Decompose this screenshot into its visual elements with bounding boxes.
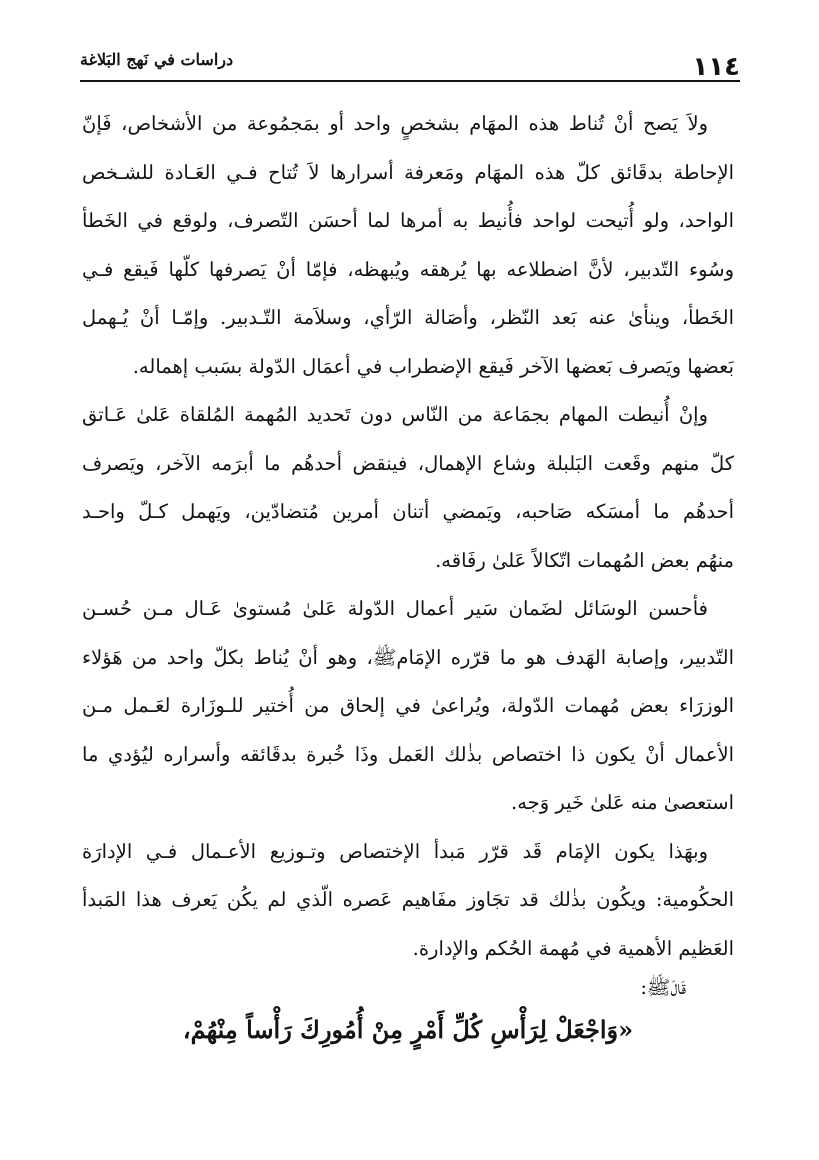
text-line: العَظيم الأهمية في مُهمة الحُكم والإدارة. bbox=[412, 936, 734, 960]
text-line: أحدهُم ما أمسَكه صَاحبه، ويَمضي أتنان أمرين مُتضادّين، ويَهمل كـلّ واحـد bbox=[82, 500, 734, 523]
text-line: الإحاطة بدقَائق كلّ هذه المهَام ومَعرفة أسرارها لاَ تُتاح فـي العَـادة للشـخص bbox=[82, 160, 734, 184]
text-line: التّدبير، وإصابة الهَدف هو ما قرّره الإمَامﷺ، وهو أنْ يُناط بكلّ واحد من هَؤلاء bbox=[82, 645, 734, 669]
text-line: الأعمال أنْ يكون ذا اختصاص بذٰلك العَمل وذَا خُبرة بدقَائقه وأسراره ليُؤدي ما bbox=[82, 742, 734, 766]
text-line: الحكُومية: ويكُون بذٰلك قد تجَاوز مفَاهيم عَصره الّذي لم يكُن يَعرف هذا المَبدأ bbox=[82, 888, 734, 911]
text-line: استعصىٰ منه عَلىٰ خَير وَجه. bbox=[511, 791, 734, 814]
text-line: وإنْ أُنيطت المهام بجمَاعة من النّاس دون تَحديد المُهمة المُلقاة عَلىٰ عَـاتق bbox=[82, 403, 708, 426]
quoted-text: «وَاجْعَلْ لِرَأْسِ كُلِّ أَمْرٍ مِنْ أُمُورِكَ رَأْساً مِنْهُمْ، bbox=[182, 1015, 634, 1044]
text-line: ولاَ يَصح أنْ تُناط هذه المهَام بشخصٍ واحد أو بمَجمُوعة من الأشخاص، فَإنّ bbox=[82, 112, 708, 135]
text-line: بَعضها ويَصرف بَعضها الآخر فَيقع الإضطراب في أعمَال الدّولة بسَبب إهماله. bbox=[132, 354, 734, 378]
page-number: ١١٤ bbox=[692, 52, 740, 82]
text-line: كلّ منهم وقَعت البَلبلة وشاع الإهمال، فينقض أحدهُم ما أبرَمه الآخر، ويَصرف bbox=[82, 451, 734, 475]
text-line: الوزرَاء بعض مُهمات الدّولة، ويُراعىٰ في إلحاق من أُختير للـوزَارة لعَـمل مـن bbox=[82, 694, 734, 717]
header-divider bbox=[80, 80, 740, 82]
text-line: منهُم بعض المُهمات اتّكالاً عَلىٰ رفَاقه. bbox=[435, 548, 734, 572]
text-line: وسُوء التّدبير، لأنَّ اضطلاعه بها يُرهقه ويُبهظه، فإمّا أنْ يَصرفها كلّها فَيقع فـي bbox=[82, 257, 734, 281]
text-line: الواحد، ولو أُتيحت لواحد فأُنيط به أمرها لما أحسَن التّصرف، ولوقع في الخَطأ bbox=[82, 209, 734, 232]
speaker-attribution: قَالَ‌ﷺ: bbox=[640, 976, 686, 999]
book-title: دراسات في نَهج البَلاغة bbox=[80, 50, 234, 69]
body-text bbox=[82, 100, 734, 973]
text-line: الخَطأ، وينأىٰ عنه بَعد النّظر، وأصَالة الرّأي، وسلاَمة التّـدبير. وإمّـا أنْ يُـهمل bbox=[82, 306, 734, 329]
text-line: فأحسن الوسَائل لضَمان سَير أعمال الدّولة عَلىٰ مُستوىٰ عَـال مـن حُسـن bbox=[82, 597, 708, 620]
text-line: وبهَذا يكون الإمَام قَد قرّر مَبدأ الإختصاص وتـوزيع الأعـمال فـي الإدارَة bbox=[82, 839, 708, 863]
running-header bbox=[80, 44, 740, 84]
